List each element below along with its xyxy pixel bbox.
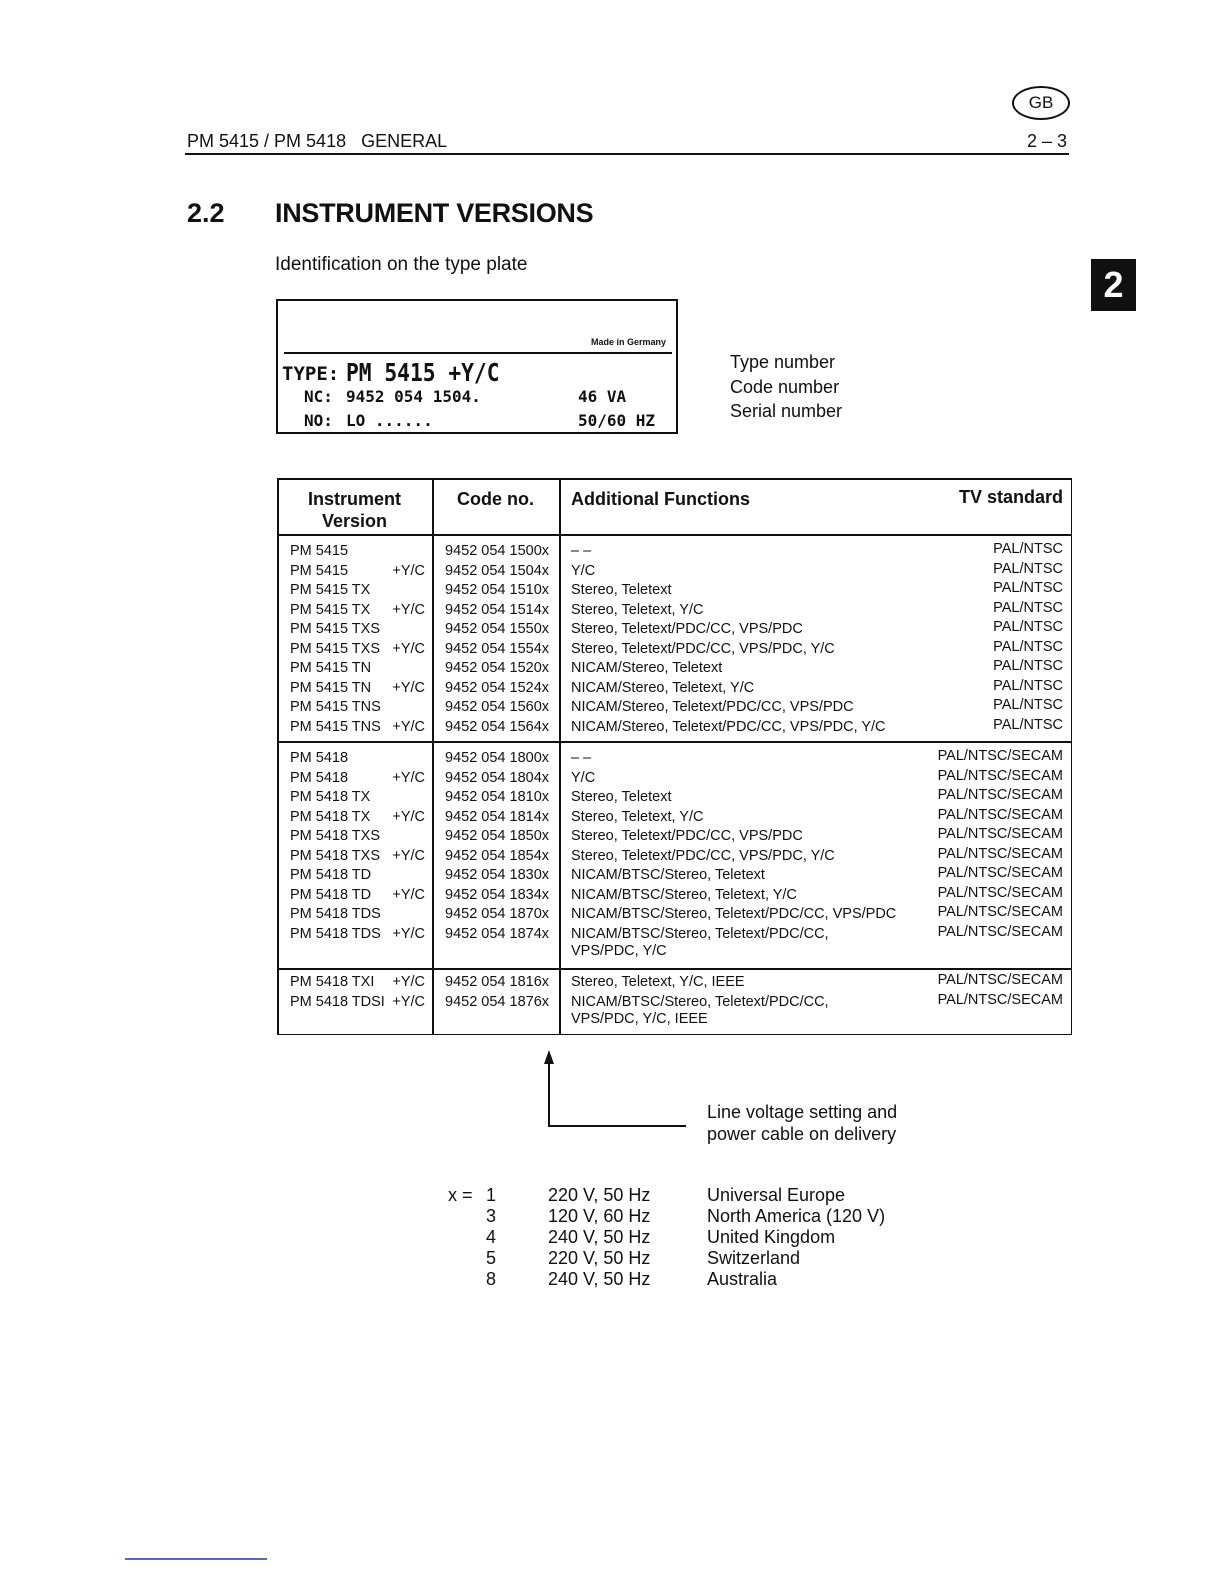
row-model: PM 5418 TDS [290,925,381,942]
section-title: INSTRUMENT VERSIONS [275,198,594,228]
chapter-tab: 2 [1091,259,1136,311]
row-model: PM 5415 TXS [290,621,381,637]
nc-label: NC: [304,387,333,406]
row-functions: Stereo, Teletext/PDC/CC, VPS/PDC [571,828,803,844]
row-standard: PAL/NTSC [993,697,1063,713]
row-code: 9452 054 1874x [445,925,550,942]
row-functions-cont: VPS/PDC, Y/C [571,942,667,959]
row-functions: Stereo, Teletext/PDC/CC, VPS/PDC, Y/C [571,640,835,657]
row-code: 9452 054 1800x [445,750,550,766]
row-standard: PAL/NTSC/SECAM [937,748,1063,764]
row-standard: PAL/NTSC/SECAM [937,904,1063,920]
row-model: PM 5415 TN [290,660,372,676]
row-option: +Y/C [392,679,425,696]
row-code: 9452 054 1554x [445,640,550,657]
row-model: PM 5418 TDSI [290,993,385,1010]
table-border [277,1034,1072,1036]
voltage-setting: 240 V, 50 Hz [548,1227,651,1247]
voltage-setting: 220 V, 50 Hz [548,1248,651,1268]
voltage-note-line1: Line voltage setting and [707,1102,898,1122]
voltage-region: Australia [707,1269,778,1289]
row-option: +Y/C [392,974,425,990]
row-model: PM 5415 TN [290,679,372,696]
row-model: PM 5418 TXS [290,828,381,844]
row-standard: PAL/NTSC [993,677,1063,694]
header-divider [277,534,1072,536]
arrow-stem [548,1062,550,1126]
row-model: PM 5418 [290,769,349,786]
row-code: 9452 054 1514x [445,601,550,618]
made-in-label: Made in Germany [590,337,666,347]
running-header: PM 5415 / PM 5418 GENERAL [187,131,448,151]
row-code: 9452 054 1564x [445,718,550,735]
row-standard: PAL/NTSC/SECAM [937,991,1063,1008]
voltage-setting: 220 V, 50 Hz [548,1185,651,1205]
row-standard: PAL/NTSC [993,580,1063,596]
intro-text: Identification on the type plate [275,254,528,275]
versions-table [277,478,1072,1035]
group-divider [277,968,1072,970]
no-label: NO: [304,411,333,430]
row-functions: – – [571,543,592,559]
row-standard: PAL/NTSC [993,619,1063,635]
row-model: PM 5415 TX [290,582,371,598]
row-functions: NICAM/BTSC/Stereo, Teletext/PDC/CC, [571,993,829,1010]
row-functions: Stereo, Teletext [571,582,672,598]
row-standard: PAL/NTSC [993,560,1063,577]
row-code: 9452 054 1830x [445,867,550,883]
row-model: PM 5418 TX [290,808,371,825]
row-code: 9452 054 1850x [445,828,550,844]
row-code: 9452 054 1814x [445,808,550,825]
voltage-note [707,1102,897,1145]
row-functions: NICAM/BTSC/Stereo, Teletext, Y/C [571,886,797,903]
power-rating: 46 VA [578,387,627,406]
legend-code-number: Code number [730,376,840,397]
arrow-base [548,1125,686,1127]
row-option: +Y/C [392,808,425,825]
row-model: PM 5418 [290,750,349,766]
row-model: PM 5418 TDS [290,906,381,922]
row-option: +Y/C [392,601,425,618]
voltage-x-value: 5 [485,1248,496,1268]
row-functions: Stereo, Teletext/PDC/CC, VPS/PDC [571,621,803,637]
row-standard: PAL/NTSC [993,658,1063,674]
type-value: PM 5415 +Y/C [346,358,500,387]
table-border [277,478,1072,480]
row-standard: PAL/NTSC [993,599,1063,616]
row-standard: PAL/NTSC/SECAM [937,806,1063,823]
row-option: +Y/C [392,718,425,735]
section-number: 2.2 [187,198,225,228]
row-code: 9452 054 1816x [445,974,550,990]
header-version-line2: Version [321,511,388,531]
row-code: 9452 054 1804x [445,769,550,786]
row-option: +Y/C [392,925,425,942]
voltage-region: Universal Europe [707,1185,846,1205]
row-functions: Stereo, Teletext [571,789,672,805]
row-code: 9452 054 1834x [445,886,550,903]
row-standard: PAL/NTSC/SECAM [937,923,1063,940]
voltage-region: United Kingdom [707,1227,836,1247]
legend-type-number: Type number [730,352,836,372]
row-code: 9452 054 1504x [445,562,550,579]
row-model: PM 5415 TNS [290,699,381,715]
row-option: +Y/C [392,886,425,903]
row-code: 9452 054 1550x [445,621,550,637]
row-standard: PAL/NTSC/SECAM [937,767,1063,784]
row-standard: PAL/NTSC [993,541,1063,557]
header-additional-functions: Additional Functions [571,489,750,509]
row-code: 9452 054 1810x [445,789,550,805]
row-code: 9452 054 1524x [445,679,550,696]
row-standard: PAL/NTSC [993,638,1063,655]
row-code: 9452 054 1870x [445,906,550,922]
header-tv-standard: TV standard [958,487,1063,507]
voltage-region: North America (120 V) [707,1206,886,1226]
voltage-x-value: 3 [485,1206,496,1226]
voltage-note-line2: power cable on delivery [707,1123,897,1144]
row-functions: NICAM/Stereo, Teletext/PDC/CC, VPS/PDC [571,699,854,715]
row-model: PM 5415 TXS [290,640,381,657]
row-standard: PAL/NTSC/SECAM [937,972,1063,988]
row-standard: PAL/NTSC/SECAM [937,845,1063,862]
language-badge: GB [1012,86,1070,120]
plate-divider [284,352,672,354]
row-model: PM 5418 TD [290,886,372,903]
row-functions: Y/C [571,769,596,786]
row-functions: NICAM/Stereo, Teletext [571,660,723,676]
row-functions: NICAM/BTSC/Stereo, Teletext/PDC/CC, VPS/PDC [571,906,897,922]
voltage-x-value: 4 [485,1227,496,1247]
row-functions: Stereo, Teletext/PDC/CC, VPS/PDC, Y/C [571,847,835,864]
page-number: 2 – 3 [1026,131,1067,151]
row-model: PM 5418 TX [290,789,371,805]
legend-serial-number: Serial number [730,401,843,421]
table-border [1071,478,1073,1035]
row-model: PM 5415 TNS [290,718,381,735]
row-model: PM 5418 TXS [290,847,381,864]
voltage-setting: 120 V, 60 Hz [548,1206,651,1226]
row-standard: PAL/NTSC [993,716,1063,733]
frequency-rating: 50/60 HZ [578,411,656,430]
voltage-x-prefix: x = [448,1185,473,1205]
row-functions: – – [571,750,592,766]
group-divider [277,741,1072,743]
row-functions: NICAM/Stereo, Teletext/PDC/CC, VPS/PDC, Y/C [571,718,886,735]
row-code: 9452 054 1854x [445,847,550,864]
row-standard: PAL/NTSC/SECAM [937,884,1063,901]
row-option: +Y/C [392,847,425,864]
no-value: LO ...... [346,411,433,430]
row-functions: Y/C [571,562,596,579]
row-standard: PAL/NTSC/SECAM [937,787,1063,803]
row-option: +Y/C [392,640,425,657]
row-functions: NICAM/Stereo, Teletext, Y/C [571,679,755,696]
row-option: +Y/C [392,993,425,1010]
row-functions: Stereo, Teletext, Y/C, IEEE [571,974,745,990]
bottom-rule [125,1558,267,1560]
row-model: PM 5418 TD [290,867,372,883]
plate-legend [730,350,842,424]
header-version-line1: Instrument [307,489,401,509]
voltage-setting: 240 V, 50 Hz [548,1269,651,1289]
row-model: PM 5418 TXI [290,974,375,990]
voltage-region: Switzerland [707,1248,801,1268]
row-functions: Stereo, Teletext, Y/C [571,601,704,618]
row-code: 9452 054 1520x [445,660,550,676]
row-code: 9452 054 1560x [445,699,550,715]
row-functions: NICAM/BTSC/Stereo, Teletext/PDC/CC, [571,925,829,942]
row-code: 9452 054 1876x [445,993,550,1010]
column-divider [559,478,561,1035]
header-rule [185,153,1069,155]
type-label: TYPE: [282,363,340,385]
nc-value: 9452 054 1504. [346,387,481,406]
column-divider [432,478,434,1035]
voltage-x-value: 8 [485,1269,496,1289]
type-plate [276,299,678,434]
row-functions: Stereo, Teletext, Y/C [571,808,704,825]
row-code: 9452 054 1500x [445,543,550,559]
voltage-x-value: 1 [485,1185,496,1205]
header-code-no: Code no. [457,489,534,509]
row-model: PM 5415 [290,543,349,559]
row-standard: PAL/NTSC/SECAM [937,865,1063,881]
row-functions: NICAM/BTSC/Stereo, Teletext [571,867,765,883]
row-standard: PAL/NTSC/SECAM [937,826,1063,842]
row-model: PM 5415 TX [290,601,371,618]
table-border [277,478,279,1035]
row-code: 9452 054 1510x [445,582,550,598]
row-option: +Y/C [392,769,425,786]
header-instrument-version [277,488,432,532]
row-functions-cont: VPS/PDC, Y/C, IEEE [571,1010,708,1027]
row-option: +Y/C [392,562,425,579]
row-model: PM 5415 [290,562,349,579]
